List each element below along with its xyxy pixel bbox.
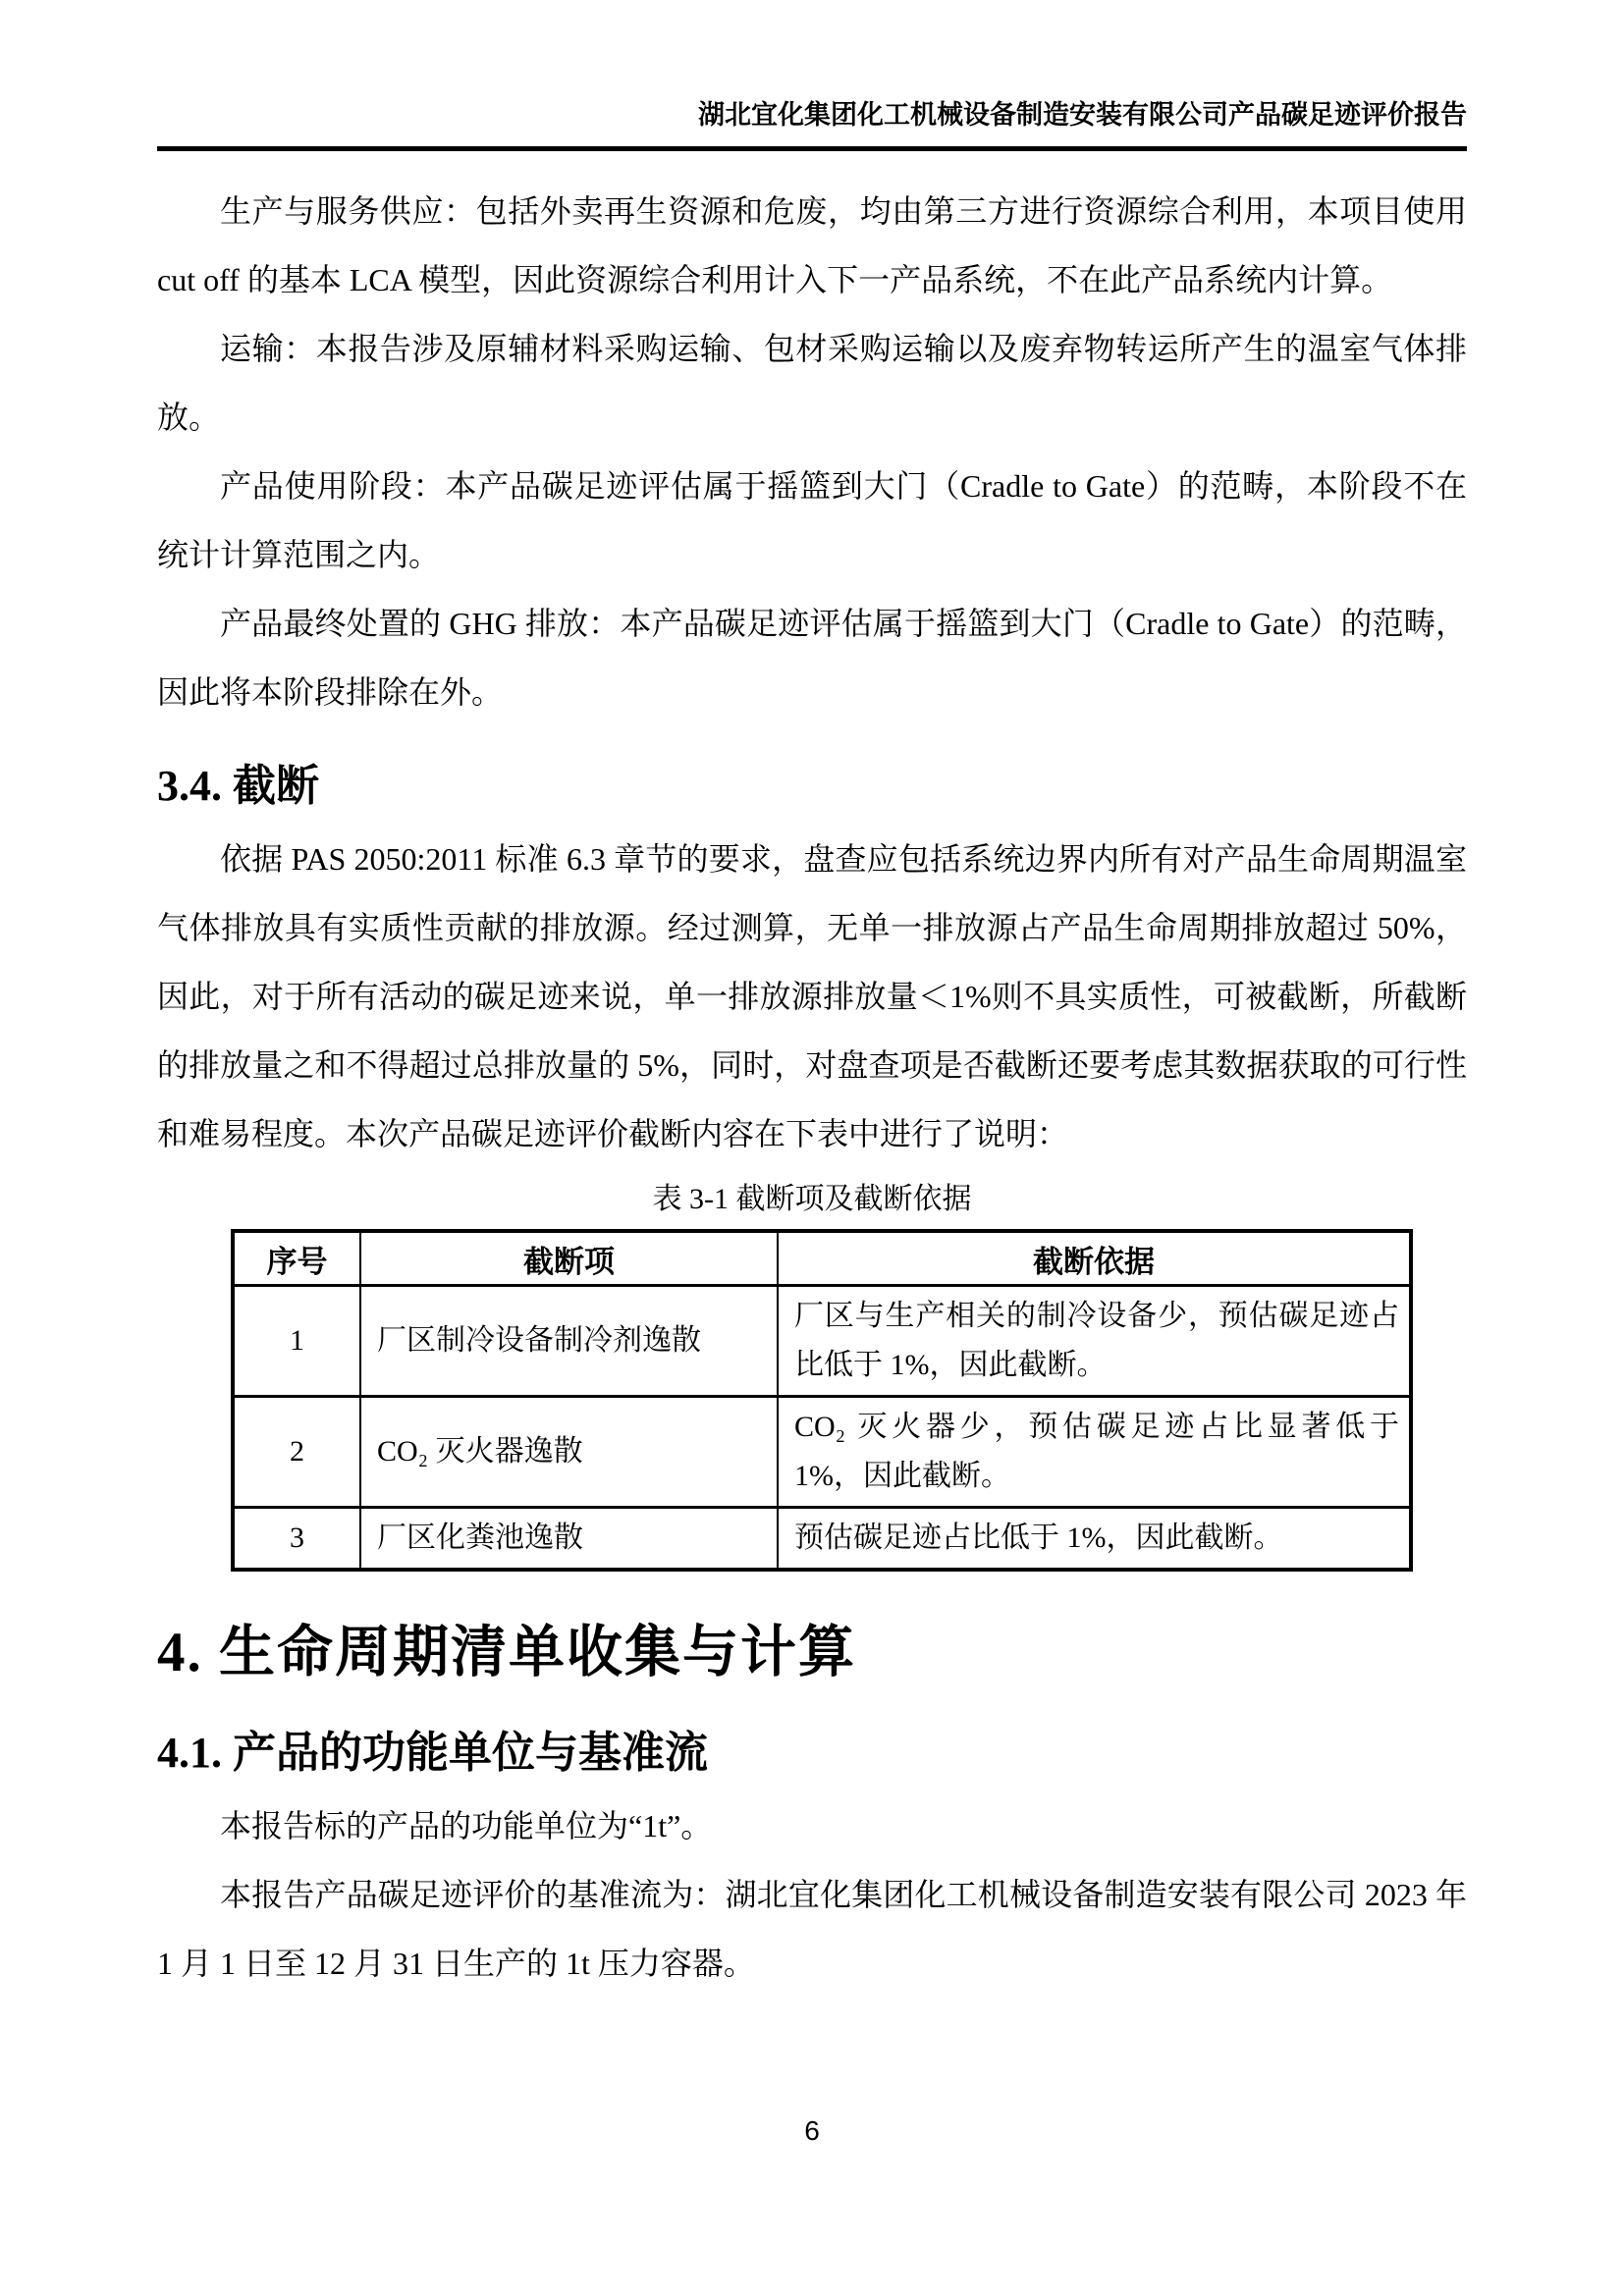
table-header-row [233, 1231, 1411, 1286]
page-footer [0, 2115, 1624, 2147]
table-row [233, 1508, 1411, 1571]
table-row [233, 1286, 1411, 1397]
paragraph-transport: 运输：本报告涉及原辅材料采购运输、包材采购运输以及废弃物转运所产生的温室气体排放。 [157, 331, 1467, 435]
cutoff-table [231, 1229, 1413, 1572]
col-header-basis: 截断依据 [778, 1231, 1411, 1286]
cell-cutoff-basis: CO₂ 灭火器少，预估碳足迹占比显著低于 1%，因此截断。 [778, 1397, 1411, 1508]
col-header-item: 截断项 [360, 1231, 778, 1286]
header-divider [157, 146, 1467, 151]
cell-cutoff-item: 厂区化粪池逸散 [360, 1508, 778, 1571]
paragraph-production-services: 生产与服务供应：包括外卖再生资源和危废，均由第三方进行资源综合利用，本项目使用 cut off 的基本 LCA 模型，因此资源综合利用计入下一产品系统，不在此产品系统内计算。 [157, 193, 1467, 297]
col-header-no: 序号 [233, 1231, 360, 1286]
table-caption: 表 3-1 截断项及截断依据 [652, 1183, 972, 1215]
paragraph-final-disposal: 产品最终处置的 GHG 排放：本产品碳足迹评估属于摇篮到大门（Cradle to Gate）的范畴，因此将本阶段排除在外。 [157, 606, 1467, 710]
section-3-4-heading: 3.4. 截断 [157, 762, 319, 810]
cell-row-no: 1 [233, 1286, 360, 1397]
section-4-1-heading: 4.1. 产品的功能单位与基准流 [157, 1729, 708, 1777]
paragraph-cutoff-rule: 依据 PAS 2050:2011 标准 6.3 章节的要求，盘查应包括系统边界内所有对产品生命周期温室气体排放具有实质性贡献的排放源。经过测算，无单一排放源占产品生命周期排放超过 50%，因此，对于所有活动的碳足迹来说，单一排放源排放量＜1%则不具实质性，可被截断，所截断的排放量之和不得超过总排放量的 5%，同时，对盘查项是否截断还要考虑其数据获取的可行性和难易程度。本次产品碳足迹评价截断内容在下表中进行了说明： [157, 841, 1467, 1151]
section-4-heading: 4. 生命周期清单收集与计算 [157, 1622, 856, 1683]
page-number: 6 [804, 2115, 820, 2146]
page-header-title: 湖北宜化集团化工机械设备制造安装有限公司产品碳足迹评价报告 [698, 100, 1467, 130]
document-body [157, 177, 1467, 1998]
cell-cutoff-item: CO₂ 灭火器逸散 [360, 1397, 778, 1508]
cell-row-no: 3 [233, 1508, 360, 1571]
page-header [157, 98, 1467, 151]
cell-cutoff-item: 厂区制冷设备制冷剂逸散 [360, 1286, 778, 1397]
paragraph-use-stage: 产品使用阶段：本产品碳足迹评估属于摇篮到大门（Cradle to Gate）的范畴，本阶段不在统计计算范围之内。 [157, 468, 1467, 572]
paragraph-functional-unit: 本报告标的产品的功能单位为“1t”。 [220, 1808, 713, 1843]
cell-row-no: 2 [233, 1397, 360, 1508]
cell-cutoff-basis: 厂区与生产相关的制冷设备少，预估碳足迹占比低于 1%，因此截断。 [778, 1286, 1411, 1397]
paragraph-reference-flow: 本报告产品碳足迹评价的基准流为：湖北宜化集团化工机械设备制造安装有限公司 2023 年 1 月 1 日至 12 月 31 日生产的 1t 压力容器。 [157, 1877, 1467, 1981]
cell-cutoff-basis: 预估碳足迹占比低于 1%，因此截断。 [778, 1508, 1411, 1571]
table-row [233, 1397, 1411, 1508]
